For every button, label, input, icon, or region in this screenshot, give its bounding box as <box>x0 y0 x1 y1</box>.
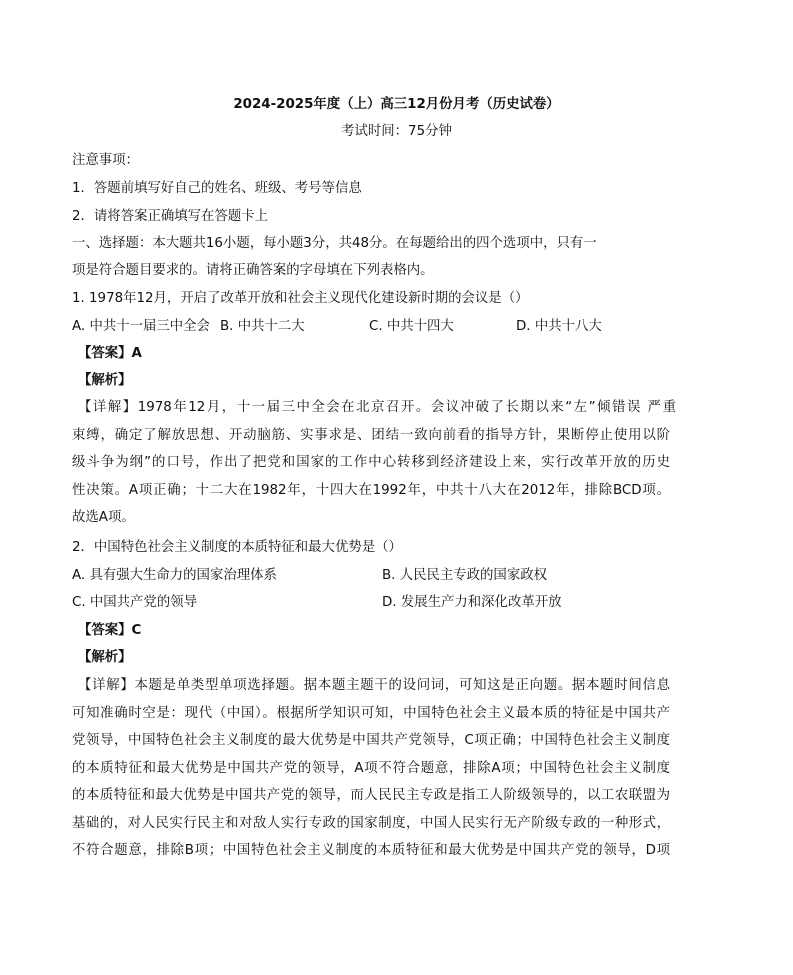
question-2-option-b: B. 人民民主专政的国家政权 <box>382 568 547 583</box>
question-1-detail-line-3: 级斗争为纲”的口号，作出了把党和国家的工作中心转移到经济建设上来，实行改革开放的历史 <box>72 455 670 470</box>
question-1-option-d: D. 中共十八大 <box>516 319 602 334</box>
question-1-detail-line-1: 【详解】1978年12月，十一届三中全会在北京召开。会议冲破了长期以来“左”倾错误 严重 <box>78 400 676 415</box>
question-2-answer: 【答案】C <box>78 623 142 638</box>
question-2-detail-line-1: 【详解】本题是单类型单项选择题。据本题主题干的设问词，可知这是正向题。据本题时间信息 <box>78 678 670 693</box>
question-2-detail-line-5: 的本质特征和最大优势是中国共产党的领导，而人民民主专政是指工人阶级领导的，以工农联盟为 <box>72 788 670 803</box>
question-1-option-a: A. 中共十一届三中全会 <box>72 319 210 334</box>
question-2-option-c: C. 中国共产党的领导 <box>72 595 197 610</box>
question-2-detail-line-7: 不符合题意，排除B项；中国特色社会主义制度的本质特征和最大优势是中国共产党的领导，D项 <box>72 843 670 858</box>
notice-heading: 注意事项： <box>72 153 139 168</box>
question-1-detail-line-4: 性决策。A项正确；十二大在1982年，十四大在1992年，中共十八大在2012年，排除BCD项。 <box>72 483 670 498</box>
notice-item-2: 2．请将答案正确填写在答题卡上 <box>72 209 268 224</box>
question-2-option-d: D. 发展生产力和深化改革开放 <box>382 595 562 610</box>
section-intro-line-2: 项是符合题目要求的。请将正确答案的字母填在下列表格内。 <box>72 263 434 278</box>
question-2-detail-line-4: 的本质特征和最大优势是中国共产党的领导，A项不符合题意，排除A项；中国特色社会主义制度 <box>72 761 670 776</box>
question-1-analysis-label: 【解析】 <box>78 373 132 388</box>
question-2-detail-line-6: 基础的，对人民实行民主和对敌人实行专政的国家制度，中国人民实行无产阶级专政的一种形式， <box>72 816 670 831</box>
question-2-detail-line-3: 党领导，中国特色社会主义制度的最大优势是中国共产党领导，C项正确；中国特色社会主义制度 <box>72 733 670 748</box>
question-2-detail-line-2: 可知准确时空是：现代（中国）。根据所学知识可知，中国特色社会主义最本质的特征是中国共产 <box>72 706 670 721</box>
exam-title: 2024-2025年度（上）高三12月份月考（历史试卷） <box>233 97 560 112</box>
question-2-analysis-label: 【解析】 <box>78 650 132 665</box>
notice-item-1: 1．答题前填写好自己的姓名、班级、考号等信息 <box>72 181 362 196</box>
question-2-option-a: A. 具有强大生命力的国家治理体系 <box>72 568 277 583</box>
section-intro-line-1: 一、选择题：本大题共16小题，每小题3分，共48分。在每题给出的四个选项中，只有一 <box>72 236 597 251</box>
question-1-option-b: B. 中共十二大 <box>220 319 305 334</box>
question-2-stem: 2．中国特色社会主义制度的本质特征和最大优势是（） <box>72 540 402 555</box>
question-1-detail-line-2: 束缚，确定了解放思想、开动脑筋、实事求是、团结一致向前看的指导方针，果断停止使用以阶 <box>72 428 670 443</box>
question-1-stem: 1. 1978年12月，开启了改革开放和社会主义现代化建设新时期的会议是（） <box>72 291 529 306</box>
question-1-answer: 【答案】A <box>78 346 142 361</box>
exam-duration: 考试时间：75分钟 <box>341 124 452 139</box>
question-1-option-c: C. 中共十四大 <box>369 319 454 334</box>
question-1-detail-line-5: 故选A项。 <box>72 510 135 525</box>
